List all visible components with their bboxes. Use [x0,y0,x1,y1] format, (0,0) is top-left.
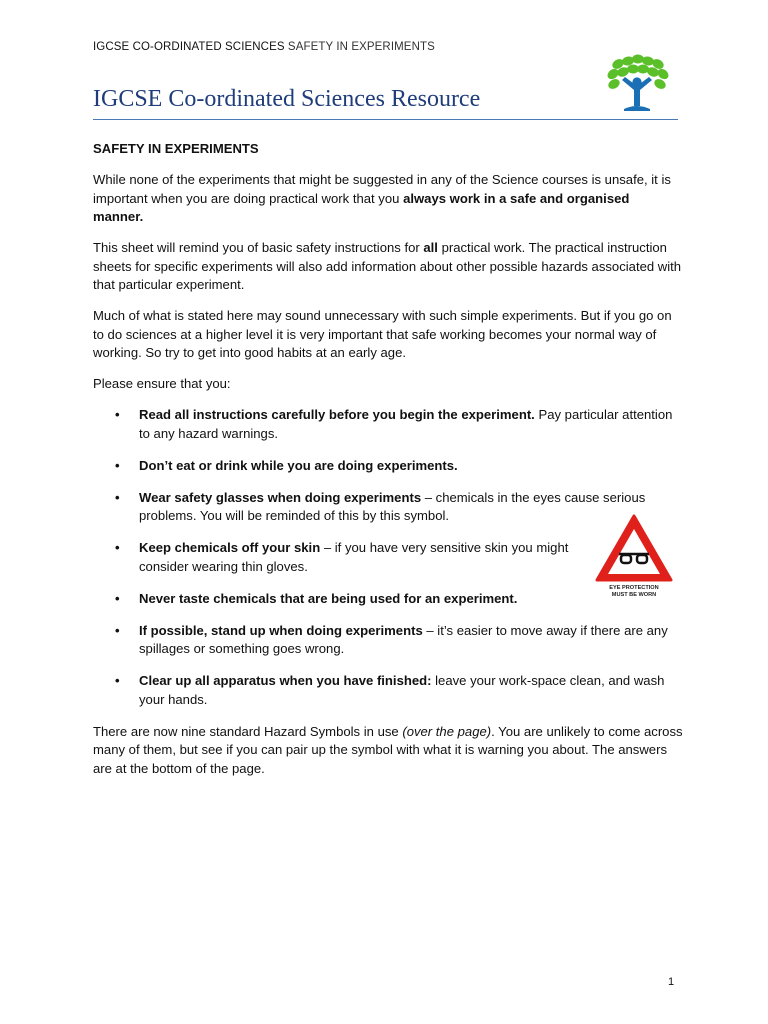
ensure-paragraph: Please ensure that you: [93,376,231,391]
rule-text: leave your work-space clean, and wash your hands. [139,673,665,707]
document-title: IGCSE Co-ordinated Sciences Resource [93,86,678,120]
closing-italic: (over the page) [402,723,492,739]
rule-emphasis: Clear up all apparatus when you have finished: [139,673,432,688]
bullet-icon: • [115,540,120,555]
bullet-icon: • [115,457,120,473]
reminder-paragraph [93,239,683,295]
intro-paragraph [93,171,683,227]
bullet-icon: • [115,489,120,505]
rule-text: – it’s easier to move away if there are any spillages or something goes wrong. [139,622,668,656]
intro-text: While none of the experiments that might be suggested in any of the Science courses is unsafe, it is important when you are doing practical work that you [93,172,671,206]
page-number: 1 [668,976,675,988]
warning-triangle-goggles-icon [594,512,674,584]
rule-emphasis: Keep chemicals off your skin [139,540,321,555]
rule-emphasis: Wear safety glasses when doing experiments [139,489,422,505]
list-item [93,622,683,659]
rule-emphasis: Read all instructions carefully before you begin the experiment. [139,407,535,422]
rule-wrap [139,539,594,576]
sign-caption-line1: EYE PROTECTION [609,585,659,591]
rule-text: – if you have very sensitive skin you might consider wearing thin gloves. [139,540,569,574]
rule-text: Pay particular attention to any hazard warnings. [139,407,673,441]
rule-emphasis: Don’t eat or drink while you are doing experiments. [139,457,458,473]
closing-text-start: There are now nine standard Hazard Symbols in use [93,723,403,739]
rule-emphasis: Never taste chemicals that are being used for an experiment. [139,590,518,606]
reminder-text-end: practical work. The practical instruction sheets for specific experiments will also add information about other possible hazards associated with that particular experiment. [93,240,682,292]
reminder-emphasis: all [423,240,438,255]
sign-caption [594,585,674,598]
closing-text-end: . You are unlikely to come across many of them, but see if you can pair up the symbol with what it is warning you about. The answers are at the bottom of the page. [93,723,683,776]
list-item [93,406,683,443]
bullet-icon: • [115,590,120,606]
bullet-icon: • [115,407,120,422]
document-body [93,140,683,791]
reminder-text-start: This sheet will remind you of basic safety instructions for [93,240,424,255]
running-header-topic: SAFETY IN EXPERIMENTS [287,41,435,53]
closing-paragraph [93,723,683,779]
good-habits-paragraph: Much of what is stated here may sound unnecessary with such simple experiments. But if you go on to do sciences at a higher level it is very important that safe working becomes your normal way of working. So try to get into good habits at an early age. [93,308,672,360]
intro-emphasis: always work in a safe and organised manner. [93,190,630,224]
bullet-icon: • [115,622,120,638]
running-header [93,41,435,53]
section-heading: SAFETY IN EXPERIMENTS [93,141,259,156]
bullet-icon: • [115,673,120,688]
rule-text: – chemicals in the eyes cause serious problems. You will be reminded of this by this symbol. [139,489,646,523]
sign-caption-line2: MUST BE WORN [611,591,657,598]
list-item [93,457,683,476]
rule-emphasis: If possible, stand up when doing experiments [139,622,423,638]
running-header-course: IGCSE CO-ORDINATED SCIENCES [93,41,285,53]
list-item [93,672,683,709]
eye-protection-sign [594,512,674,598]
